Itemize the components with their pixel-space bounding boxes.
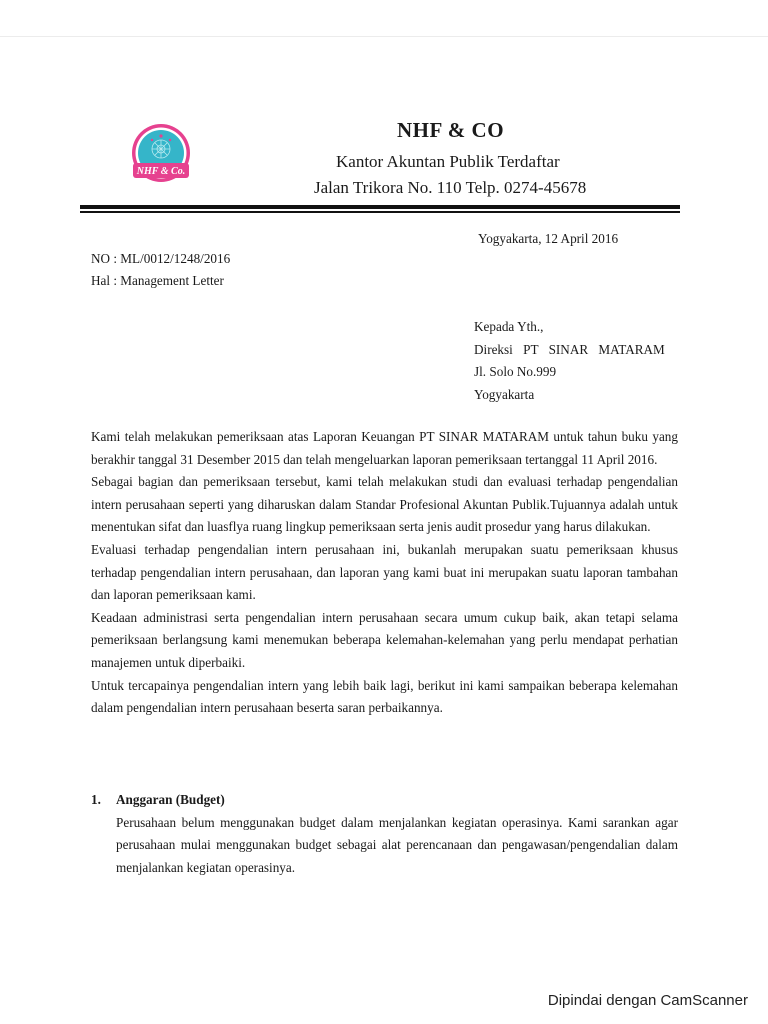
- recipient-street: Jl. Solo No.999: [474, 364, 557, 380]
- letter-date: Yogyakarta, 12 April 2016: [478, 231, 619, 246]
- letterhead-rule: [80, 205, 680, 209]
- company-name: NHF & CO: [397, 118, 505, 142]
- page-edge: [0, 36, 768, 37]
- logo-text: NHF & Co.: [136, 166, 186, 177]
- section-budget: [91, 789, 678, 879]
- recipient-greeting: Kepada Yth.,: [474, 319, 544, 334]
- scanner-watermark: Dipindai dengan CamScanner: [547, 992, 748, 1009]
- letter-body: [91, 426, 678, 720]
- recipient-block: [474, 316, 665, 406]
- body-paragraph-3: Evaluasi terhadap pengendalian intern perusahaan ini, bukanlah merupakan suatu pemeriksaan khusus terhadap pengendalian intern perusahaan, dan laporan yang kami buat ini merupakan suatu laporan tambahan dan laporan pemeriksaan kami.: [91, 541, 678, 603]
- section-heading: [91, 789, 678, 812]
- section-text: Perusahaan belum menggunakan budget dalam menjalankan kegiatan operasinya. Kami sarankan agar perusahaan mulai menggunakan budget sebagai alat perencanaan dan pengawasan/pengendalian dalam menjalankan kegiatan operasinya.: [116, 814, 678, 875]
- company-address: Jalan Trikora No. 110 Telp. 0274-45678: [314, 178, 587, 197]
- letterhead-rule-thin: [80, 211, 680, 213]
- body-paragraph-5: Untuk tercapainya pengendalian intern yang lebih baik lagi, berikut ini kami sampaikan beberapa kelemahan dalam pengendalian intern perusahaan beserta saran perbaikannya.: [91, 677, 678, 716]
- section-title: Anggaran (Budget): [116, 792, 225, 807]
- body-paragraph-1: Kami telah melakukan pemeriksaan atas Laporan Keuangan PT SINAR MATARAM untuk tahun buku yang berakhir tanggal 31 Desember 2015 dan telah mengeluarkan laporan pemeriksaan tertanggal 11 April 2016.: [91, 429, 678, 467]
- body-paragraph-2: Sebagai bagian dan pemeriksaan tersebut, kami telah melakukan studi dan evaluasi terhadap pengendalian intern perusahaan seperti yang diharuskan dalam Standar Profesional Akuntan Publik.Tujuannya adalah untuk menentukan sifat dan luasflya ruang lingkup pemeriksaan serta jenis audit prosedur yang harus dilakukan.: [91, 474, 678, 535]
- recipient-city: Yogyakarta: [474, 386, 535, 402]
- letter-subject: Hal : Management Letter: [91, 273, 224, 288]
- body-paragraph-4: Keadaan administrasi serta pengendalian intern perusahaan secara umum cukup baik, akan tetapi selama pemeriksaan berlangsung kami menemukan beberapa kelemahan-kelemahan yang perlu mendapat perhatian manajemen untuk diperbaiki.: [91, 609, 678, 670]
- company-subtitle: Kantor Akuntan Publik Terdaftar: [336, 152, 560, 171]
- company-logo: [128, 122, 194, 188]
- recipient-name: Direksi PT SINAR MATARAM: [474, 341, 665, 357]
- letter-number: NO : ML/0012/1248/2016: [91, 251, 231, 266]
- section-number: 1.: [91, 792, 101, 807]
